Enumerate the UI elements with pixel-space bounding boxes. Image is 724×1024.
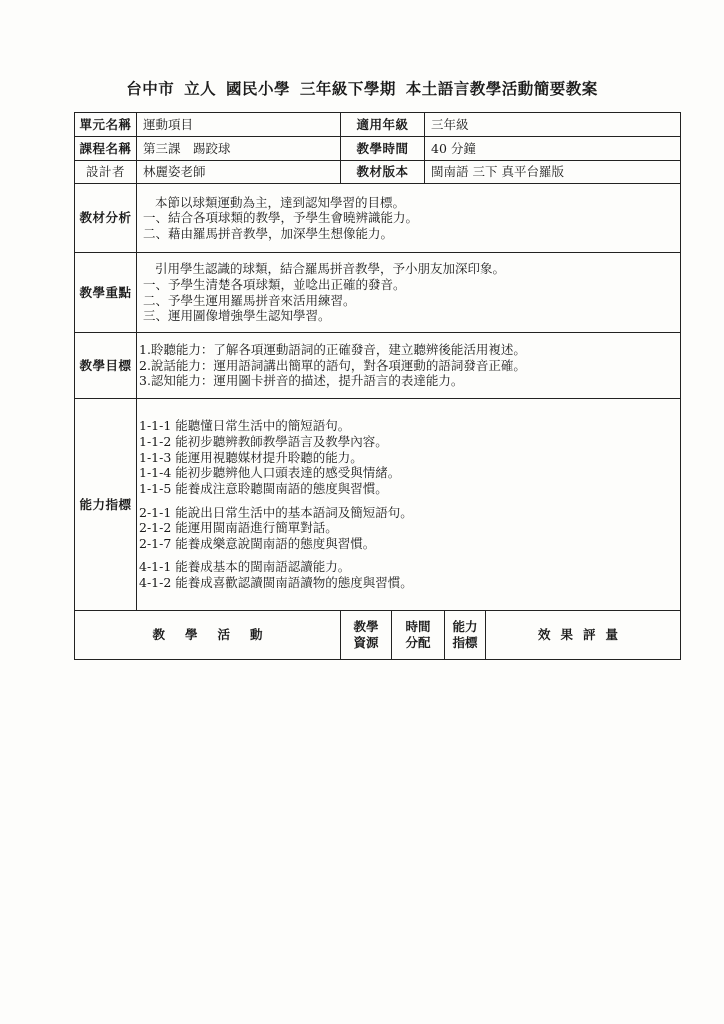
time-alloc-header-line: 時間 (405, 619, 431, 635)
focus-label: 教學重點 (75, 253, 137, 333)
row-designer (75, 161, 681, 184)
focus-line: 三、運用圖像增強學生認知學習。 (143, 308, 331, 324)
evaluation-header (486, 611, 681, 660)
row-indicators (75, 399, 681, 611)
row-focus (75, 253, 681, 333)
indicator-line: 2-1-2 能運用閩南語進行簡單對話。 (139, 520, 338, 536)
resources-header (341, 611, 392, 660)
indicator-line: 1-1-2 能初步聽辨教師教學語言及教學內容。 (139, 434, 388, 449)
edition-value: 閩南語 三下 真平台羅版 (425, 161, 681, 184)
unit-label: 單元名稱 (75, 113, 137, 137)
goals-line: 2.說話能力：運用語詞講出簡單的語句，對各項運動的語詞發音正確。 (139, 357, 526, 373)
indicator-line: 4-1-1 能養成基本的閩南語認讀能力。 (139, 559, 351, 575)
lesson-label: 課程名稱 (75, 137, 137, 161)
activity-header (75, 611, 341, 660)
resources-header-line: 教學 (353, 619, 379, 635)
row-lesson (75, 137, 681, 161)
analysis-content (137, 184, 681, 253)
indicator-line: 2-1-1 能說出日常生活中的基本語詞及簡短語句。 (139, 504, 413, 520)
indicator-line: 2-1-7 能養成樂意說閩南語的態度與習慣。 (139, 535, 376, 551)
lesson-plan-table (74, 112, 681, 660)
ability-header (445, 611, 486, 660)
designer-value: 林麗姿老師 (137, 161, 341, 184)
row-unit (75, 113, 681, 137)
time-alloc-header-line: 分配 (405, 635, 431, 650)
analysis-line: 本節以球類運動為主，達到認知學習的目標。 (155, 194, 406, 210)
analysis-line: 一、結合各項球類的教學，予學生會曉辨識能力。 (143, 210, 419, 226)
indicator-line: 1-1-1 能聽懂日常生活中的簡短語句。 (139, 418, 351, 434)
focus-content (137, 253, 681, 333)
focus-line: 一、予學生清楚各項球類，並唸出正確的發音。 (143, 276, 406, 292)
grade-value: 三年級 (425, 113, 681, 137)
indicators-content (137, 399, 681, 611)
evaluation-header-label: 效果評量 (538, 627, 629, 643)
time-label: 教學時間 (341, 137, 425, 161)
goals-line: 3.認知能力：運用圖卡拼音的描述，提升語言的表達能力。 (139, 373, 464, 389)
designer-label: 設計者 (75, 161, 137, 184)
goals-line: 1.聆聽能力：了解各項運動語詞的正確發音，建立聽辨後能活用複述。 (139, 342, 526, 358)
indicator-line: 1-1-5 能養成注意聆聽閩南語的態度與習慣。 (139, 480, 388, 496)
indicator-line: 4-1-2 能養成喜歡認讀閩南語讀物的態度與習慣。 (139, 575, 413, 590)
indicators-label: 能力指標 (75, 399, 137, 611)
focus-line: 二、予學生運用羅馬拼音來活用練習。 (143, 292, 356, 308)
edition-label: 教材版本 (341, 161, 425, 184)
time-alloc-header (392, 611, 445, 660)
row-goals (75, 333, 681, 399)
activity-header-label: 教學活動 (152, 627, 283, 643)
unit-value: 運動項目 (137, 113, 341, 137)
indicator-line: 1-1-4 能初步聽辨他人口頭表達的感受與情緒。 (139, 465, 401, 481)
time-value: 40 分鐘 (425, 137, 681, 161)
ability-header-line: 能力 (452, 619, 478, 635)
row-activity-header (75, 611, 681, 660)
grade-label: 適用年級 (341, 113, 425, 137)
lesson-value: 第三課 踢跤球 (137, 137, 341, 161)
row-analysis (75, 184, 681, 253)
resources-header-line: 資源 (353, 635, 379, 650)
goals-content (137, 333, 681, 399)
analysis-line: 二、藉由羅馬拼音教學，加深學生想像能力。 (143, 225, 394, 241)
focus-line: 引用學生認識的球類，結合羅馬拼音教學，予小朋友加深印象。 (155, 261, 506, 277)
goals-label: 教學目標 (75, 333, 137, 399)
document-title: 台中市 立人 國民小學 三年級下學期 本土語言教學活動簡要教案 (126, 79, 598, 98)
ability-header-line: 指標 (452, 635, 478, 650)
analysis-label: 教材分析 (75, 184, 137, 253)
indicator-line: 1-1-3 能運用視聽媒材提升聆聽的能力。 (139, 449, 363, 465)
